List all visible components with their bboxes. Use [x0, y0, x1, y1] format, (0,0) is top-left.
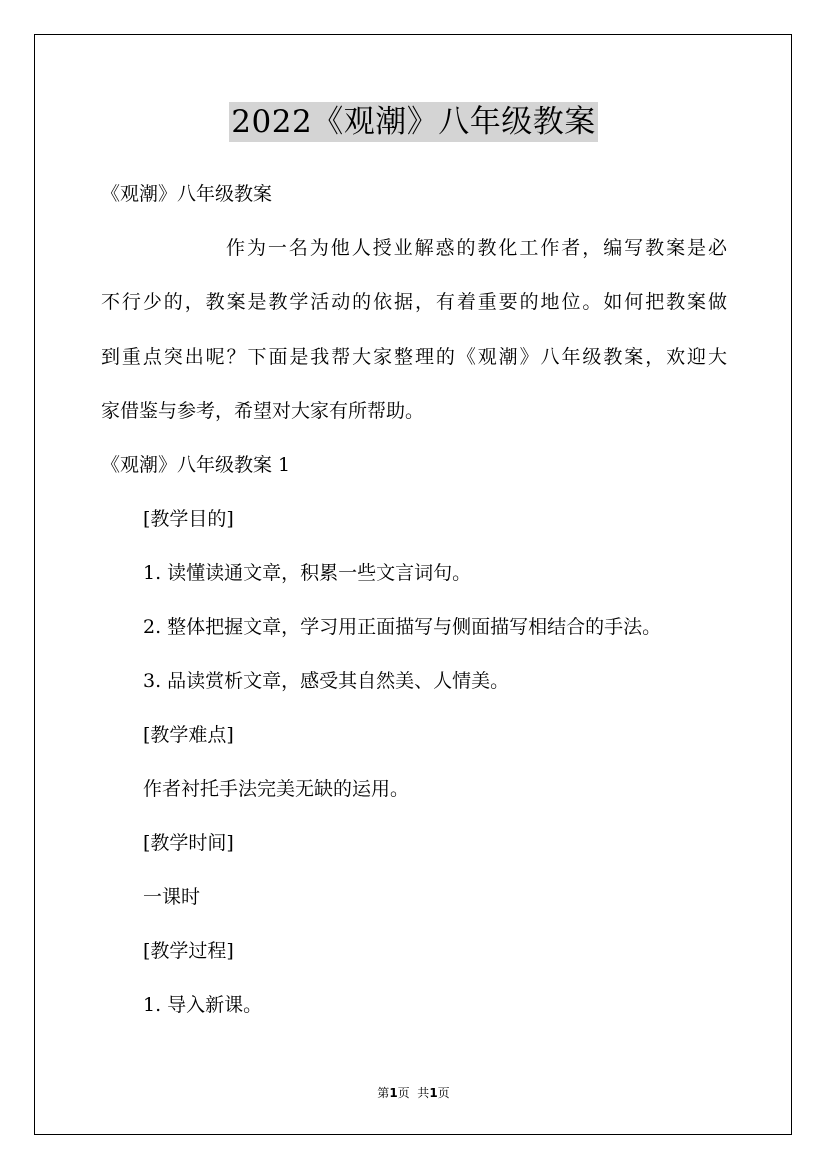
document-title: 2022《观潮》八年级教案 — [231, 104, 596, 140]
footer-page-number: 1 — [389, 1086, 398, 1100]
page-footer — [0, 1085, 827, 1101]
intro-line-1: 作为一名为他人授业解惑的教化工作者，编写教案是必 — [226, 237, 727, 259]
footer-total-pages: 1 — [429, 1086, 438, 1100]
title-container — [0, 102, 827, 142]
footer-mid: 页 共 — [397, 1086, 430, 1100]
heading-teaching-time: [教学时间] — [143, 832, 234, 854]
goal-item-3: 3. 品读赏析文章，感受其自然美、人情美。 — [143, 670, 510, 692]
process-item-1: 1. 导入新课。 — [143, 994, 263, 1016]
goal-item-1: 1. 读懂读通文章，积累一些文言词句。 — [143, 562, 472, 584]
intro-line-4: 家借鉴与参考，希望对大家有所帮助。 — [101, 400, 425, 422]
footer-suffix: 页 — [437, 1086, 450, 1100]
heading-teaching-difficulty: [教学难点] — [143, 724, 234, 746]
document-subtitle: 《观潮》八年级教案 — [101, 183, 273, 205]
footer-prefix: 第 — [377, 1086, 390, 1100]
intro-line-3: 到重点突出呢？下面是我帮大家整理的《观潮》八年级教案，欢迎大 — [101, 346, 727, 368]
time-text: 一课时 — [143, 886, 201, 908]
section-heading: 《观潮》八年级教案 1 — [101, 454, 291, 476]
heading-teaching-process: [教学过程] — [143, 940, 234, 962]
heading-teaching-goals: [教学目的] — [143, 508, 234, 530]
difficulty-text: 作者衬托手法完美无缺的运用。 — [143, 778, 410, 800]
goal-item-2: 2. 整体把握文章，学习用正面描写与侧面描写相结合的手法。 — [143, 616, 662, 638]
intro-line-2: 不行少的，教案是教学活动的依据，有着重要的地位。如何把教案做 — [101, 291, 727, 313]
